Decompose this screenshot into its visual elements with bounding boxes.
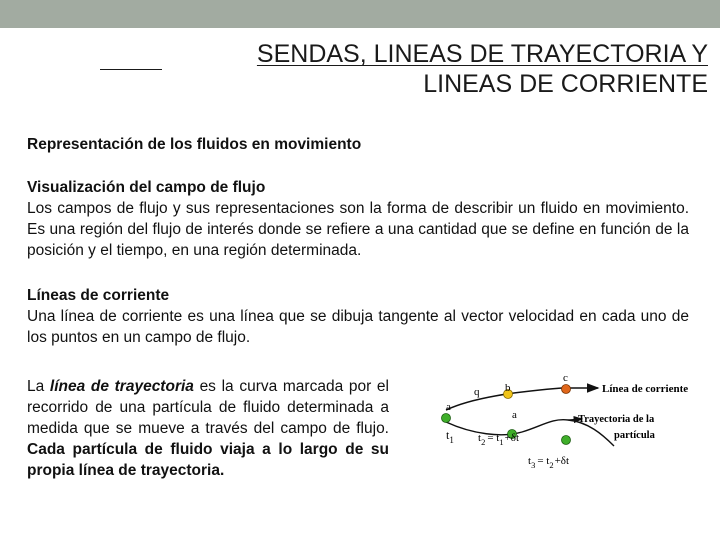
pathline-streamline-diagram [432,368,692,483]
label-c: c [563,372,568,384]
label-t2: $t_2 = t_1+\delta t$ [478,432,520,447]
label-t1: $t_1$ [446,428,454,445]
trajectory-label-1: Trayectoria de la [578,414,655,425]
representation-heading: Representación de los fluidos en movimiento [27,136,362,153]
slide-title [88,39,708,99]
section-streamlines [27,285,689,348]
slide-title-line-2: LINEAS DE CORRIENTE [423,70,708,98]
label-t3: $t_3 = t_2+\delta t$ [528,455,570,470]
streamline-paragraph: Una línea de corriente es una línea que se dibuja tangente al vector velocidad en cada uno de los puntos en un campo de flujo. [27,308,689,346]
trajectory-bold-statement: Cada partícula de fluido viaja a lo largo de su propia línea de trayectoria. [27,441,389,479]
particle-a-end [562,436,571,445]
particle-c-streamline [562,385,571,394]
particle-a-start [442,414,451,423]
streamline-heading: Líneas de corriente [27,287,170,304]
trajectory-prefix: La [27,378,50,395]
top-accent-bar [0,0,720,28]
label-a-top: a [446,401,451,413]
streamline-curve [446,388,598,410]
slide-title-line-1: SENDAS, LINEAS DE TRAYECTORIA Y [256,40,708,68]
label-q: q [474,386,480,398]
label-b: b [505,382,511,394]
trajectory-middle: es la curva marcada por el recorrido de una partícula de fluido determinada a medida que se mueve a través del campo de flujo. [27,378,389,437]
section-visualization [27,177,689,261]
label-a-mid: a [512,409,517,421]
trajectory-label-2: partícula [614,430,655,441]
visualization-heading: Visualización del campo de flujo [27,179,266,196]
visualization-paragraph: Los campos de flujo y sus representaciones son la forma de describir un fluido en movimiento. Es una región del flujo de interés donde se refiere a una cantidad que se define en función de la posición y el tiempo, en una región determinada. [27,200,689,259]
trajectory-term: línea de trayectoria [49,378,194,395]
section-representation [27,134,689,155]
trajectory-paragraph [27,376,389,481]
streamline-label: Línea de corriente [602,383,689,395]
